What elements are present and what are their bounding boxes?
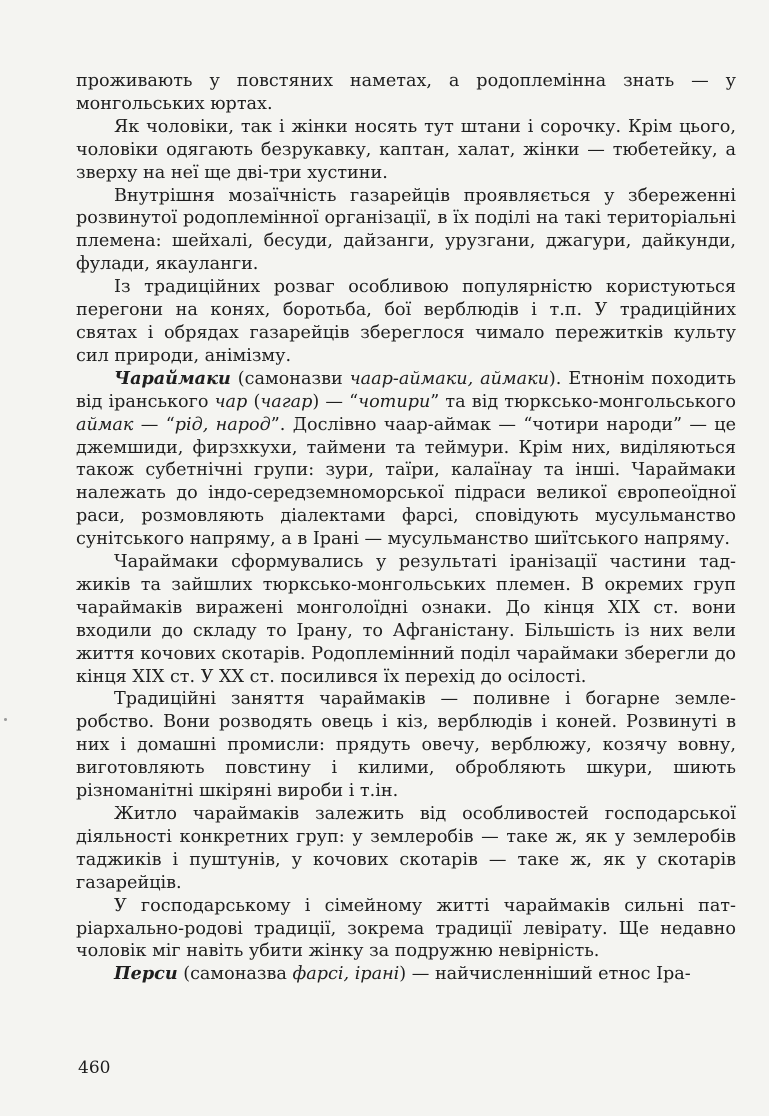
page-number: 460 — [78, 1058, 111, 1078]
text-run: ). Етнонім походить від іранського — [76, 368, 736, 412]
italic-term: чаар-аймаки, аймаки — [349, 368, 549, 389]
paragraph — [76, 963, 736, 986]
text-run: (самоназви — [230, 368, 350, 389]
ethnonym-heading: Перси — [114, 963, 178, 985]
italic-term: аймак — [76, 414, 134, 435]
text-run: Як чоловіки, так і жінки носять тут штани і сорочку. Крім цього, чоловіки одягають безрукавку, каптан, халат, жінки — тюбетейку, а зверху на неї ще дві-три хустини. — [76, 116, 736, 183]
page-body — [76, 70, 736, 986]
italic-term: чагар — [260, 391, 313, 412]
text-run: Житло чараймаків залежить від особливостей господарської діяльності конкретних груп: у землеробів — таке ж, як у землеробів таджиків і пуштунів, у кочових скотарів — таке ж, як у скотарів газарейців. — [76, 804, 736, 893]
italic-term: чар — [214, 391, 248, 412]
paragraph — [76, 70, 736, 116]
text-run: У господарському і сімейному житті чараймаків сильні патріархально-родові традиції, зокрема традиції левірату. Ще недавно чоловік міг навіть убити жінку за подружню невірність. — [76, 895, 736, 962]
paragraph — [76, 895, 736, 964]
text-run: Внутрішня мозаїчність газарейців проявляється у збереженні розвинутої родоплемінної організації, в їх поділі на такі територіальні племена: шейхалі, бесуди, дайзанги, урузгани, джагури, дайкунди, фулади, якауланги. — [76, 185, 736, 275]
italic-term: фарсі, ірані — [292, 964, 400, 985]
paragraph — [76, 185, 736, 277]
paragraph — [76, 368, 736, 551]
text-run: Із традиційних розваг особливою популярністю користуються перегони на конях, боротьба, бої верблюдів і т.п. У традиційних святах і обрядах газарейців збереглося чимало пережитків культу сил природи, анімізму. — [76, 277, 736, 366]
paragraph — [76, 803, 736, 895]
text-run: Традиційні заняття чараймаків — поливне і богарне землеробство. Вони розводять овець і кіз, верблюдів і коней. Розвинуті в них і домашні промисли: прядуть овечу, верблюжу, козячу вовну, виготовляють повстину і килими, обробляють шкури, шиють різноманітні шкіряні вироби і т.ін. — [76, 689, 736, 802]
text-run: ”. Дослівно чаар-аймак — “чотири народи” — це джемшиди, фирзхкухи, таймени та теймури. Крім них, виділяються також субетнічні групи: зури, таїри, калаїнау та інші. Чараймаки належать до індо-середземноморської підраси великої європеоїдної раси, розмовляють діалектами фарсі, сповідують мусульманство сунітського напряму, а в Ірані — мусульманство шиїтського напряму. — [76, 414, 737, 550]
italic-term: рід, народ — [174, 414, 271, 435]
text-run: ” та від тюрксько-монгольського — [430, 391, 736, 412]
paragraph — [76, 688, 736, 803]
text-run: Чараймаки сформувались у результаті іранізації частини таджиків та зайшлих тюрксько-монгольських племен. В окремих груп чараймаків виражені монголоїдні ознаки. До кінця XIX ст. вони входили до складу то Ірану, то Афганістану. Більшість із них вели життя кочових скотарів. Родоплемінний поділ чараймаки зберегли до кінця XIX ст. У XX ст. посилився їх перехід до осілості. — [76, 552, 736, 687]
paragraph — [76, 276, 736, 368]
paragraph — [76, 116, 736, 185]
text-run: проживають у повстяних наметах, а родоплемінна знать — у монгольських юртах. — [76, 71, 736, 114]
text-run: — “ — [133, 414, 175, 435]
text-run: ) — найчисленніший етнос Іра- — [399, 964, 691, 985]
margin-mark — [4, 718, 7, 721]
ethnonym-heading: Чараймаки — [114, 367, 231, 389]
text-run: (самоназва — [177, 964, 293, 985]
text-run: ) — “ — [312, 391, 359, 412]
text-run: ( — [247, 391, 261, 412]
paragraph — [76, 551, 736, 688]
italic-term: чотири — [358, 391, 431, 412]
